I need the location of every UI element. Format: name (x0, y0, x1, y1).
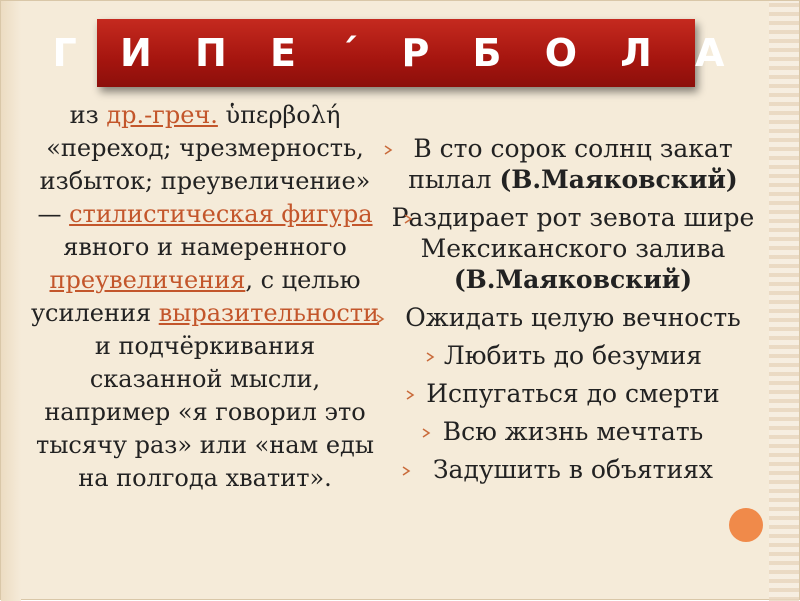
link-exaggeration[interactable]: преувеличения (49, 266, 246, 294)
example-text: Задушить в объятиях (432, 455, 714, 484)
list-item (373, 378, 773, 409)
bullet-arrow-icon (401, 466, 411, 476)
link-stylistic-figure[interactable]: стилистическая фигура (69, 200, 373, 228)
left-edge-panel (1, 1, 21, 601)
list-item (373, 416, 773, 447)
right-stripe-decoration (769, 1, 799, 601)
bullet-arrow-icon (375, 314, 385, 324)
definition-part-3: явного и намеренного (63, 233, 347, 261)
definition-text (29, 99, 381, 495)
title-banner (52, 19, 740, 87)
link-expressiveness[interactable]: выразительности (158, 299, 380, 327)
definition-part-4: , с целью усиления (30, 266, 361, 327)
examples-list (373, 133, 773, 492)
example-text: Любить до безумия (443, 341, 703, 370)
link-ancient-greek[interactable]: др.-греч. (106, 101, 218, 129)
definition-part-5: и подчёркивания сказанной мысли, например «я говорил это тысячу раз» или «нам еды на полгода хватит». (36, 332, 374, 492)
list-item (373, 133, 773, 195)
list-item (373, 454, 773, 485)
bullet-arrow-icon (421, 428, 431, 438)
example-text: Испугаться до смерти (426, 379, 720, 408)
example-text: Ожидать целую вечность (405, 303, 741, 332)
definition-part-2: ὑπερβολή «переход; чрезмерность, избыток; преувеличение» — (37, 101, 371, 228)
example-text: Раздирает рот зевота шире Мексиканского залива (391, 203, 755, 263)
example-text: В сто сорок солнц закат пылал (408, 134, 733, 194)
slide-title: Г И П Е ´ Р Б О Л А (52, 31, 740, 75)
list-item (373, 302, 773, 333)
decorative-circle (729, 508, 763, 542)
bullet-arrow-icon (425, 352, 435, 362)
example-author: (В.Маяковский) (499, 165, 738, 194)
bullet-arrow-icon (405, 390, 415, 400)
bullet-arrow-icon (403, 214, 413, 224)
list-item (373, 340, 773, 371)
list-item (373, 202, 773, 295)
example-text: Всю жизнь мечтать (442, 417, 704, 446)
example-author: (В.Маяковский) (453, 265, 693, 294)
bullet-arrow-icon (383, 145, 393, 155)
definition-part-1: из (69, 101, 107, 129)
